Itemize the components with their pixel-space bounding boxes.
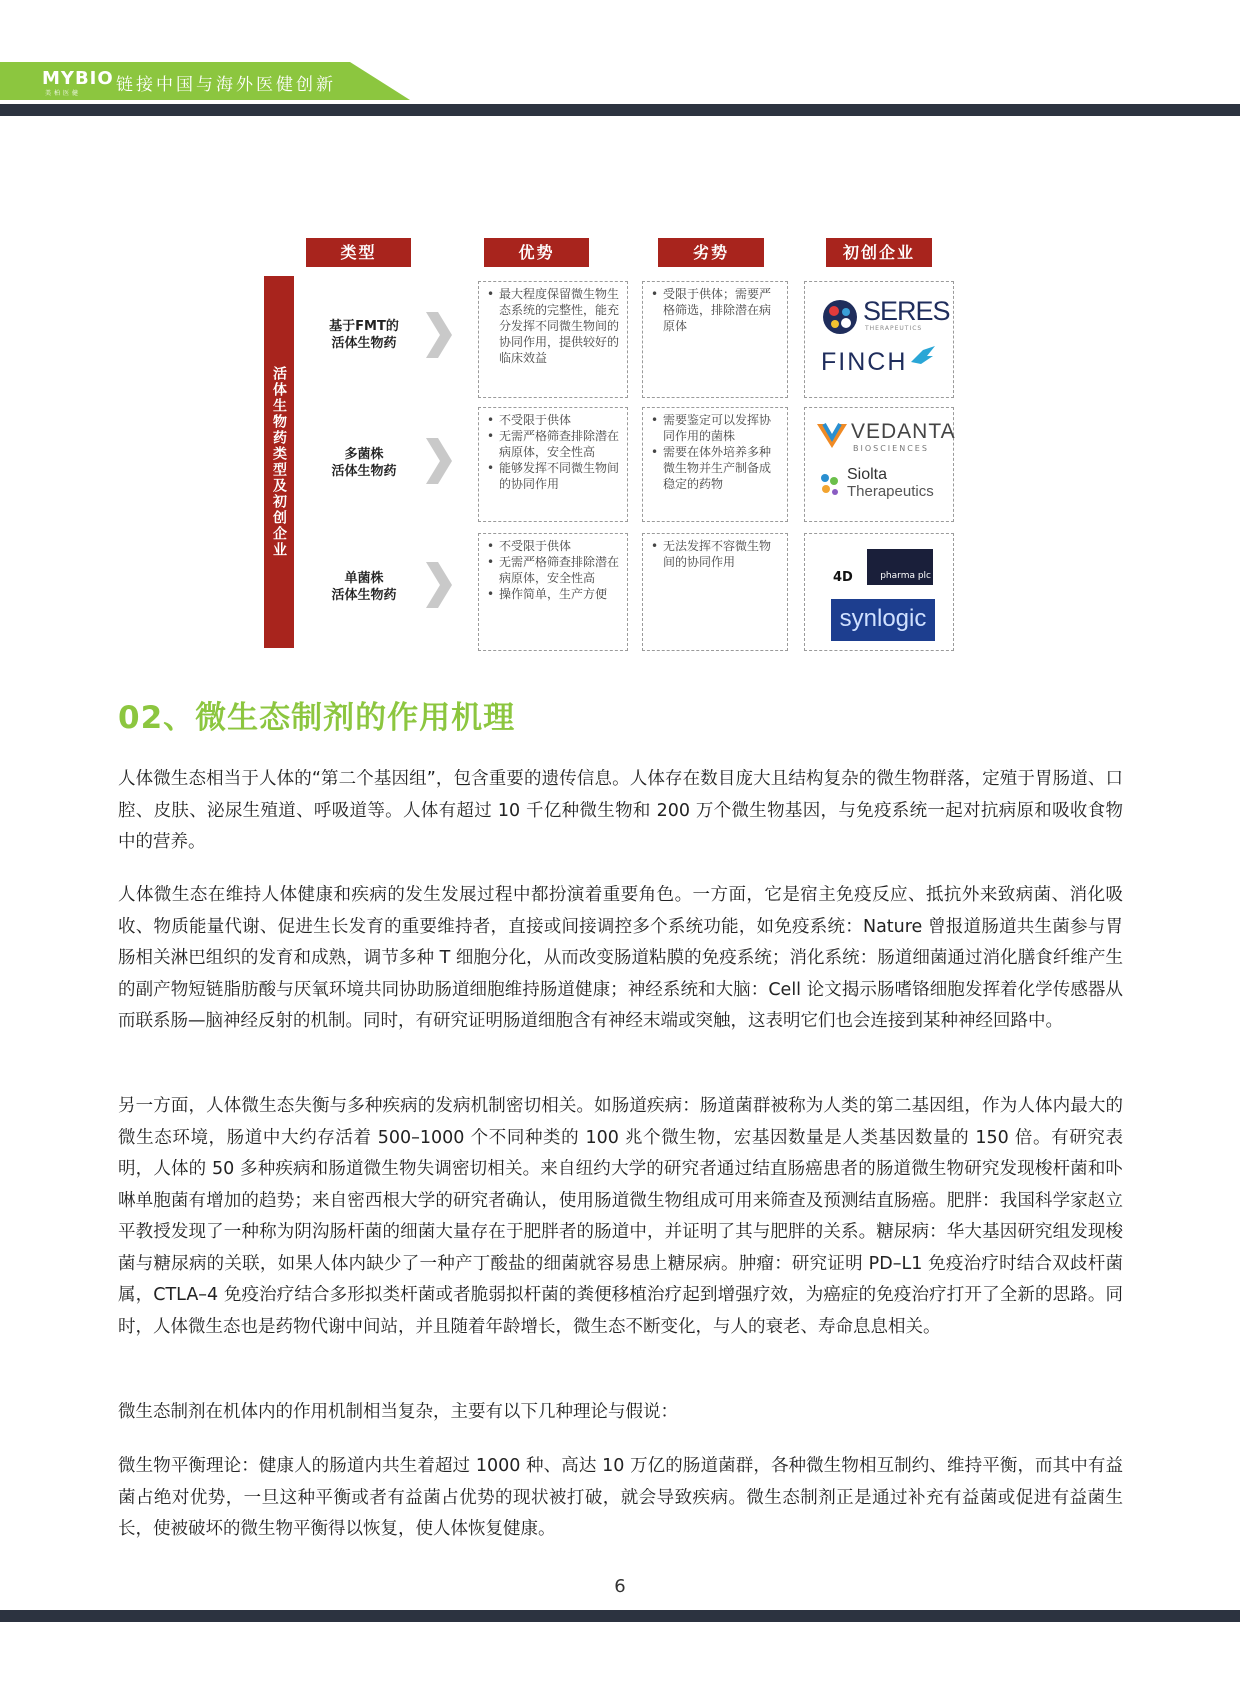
side-label: 活体生物药类型及初创企业 [264, 276, 294, 648]
page-number: 6 [614, 1576, 626, 1597]
disadvantages-cell [642, 407, 788, 522]
list-item: • 需要在体外培养多种微生物并生产制备成稳定的药物 [663, 444, 781, 492]
paragraph: 另一方面，人体微生态失衡与多种疾病的发病机制密切相关。如肠道疾病：肠道菌群被称为人类的第二基因组，作为人体内最大的微生态环境，肠道中大约存活着 500–1000 个不同种类的 100 兆个微生物，宏基因数量是人类基因数量的 150 倍。有研究表明，人体的 50 多种疾病和肠道微生物失调密切相关。来自纽约大学的研究者通过结直肠癌患者的肠道微生物研究发现梭杆菌和卟啉单胞菌有增加的趋势；来自密西根大学的研究者确认，使用肠道微生物组成可用来筛查及预测结直肠癌。肥胖：我国科学家赵立平教授发现了一种称为阴沟肠杆菌的细菌大量存在于肥胖者的肠道中，并证明了其与肥胖的关系。糖尿病：华大基因研究组发现梭菌与糖尿病的关联，如果人体内缺少了一种产丁酸盐的细菌就容易患上糖尿病。肿瘤：研究证明 PD–L1 免疫治疗时结合双歧杆菌属，CTLA–4 免疫治疗结合多形拟类杆菌或者脆弱拟杆菌的粪便移植治疗起到增强疗效，为癌症的免疫治疗打开了全新的思路。同时，人体微生态也是药物代谢中间站，并且随着年龄增长，微生态不断变化，与人的衰老、寿命息息相关。 [118, 1096, 1123, 1337]
synlogic-logo: synlogic [831, 599, 935, 641]
list-item: • 无需严格筛查排除潜在病原体，安全性高 [499, 554, 621, 586]
list-item: • 无法发挥不容微生物间的协同作用 [663, 538, 781, 570]
seres-logo-icon [821, 298, 859, 336]
header-divider [0, 104, 1240, 116]
col-header-startups: 初创企业 [826, 238, 932, 267]
vedanta-logo-sub: BIOSCIENCES [853, 444, 929, 453]
list-item: • 操作简单，生产方便 [499, 586, 621, 602]
vedanta-logo-icon [815, 420, 849, 450]
list-item: • 需要鉴定可以发挥协同作用的菌株 [663, 412, 781, 444]
vedanta-logo: VEDANTA [851, 420, 956, 443]
list-item: • 不受限于供体 [499, 538, 621, 554]
finch-bird-icon [909, 342, 937, 368]
row-type-line: 活体生物药 [331, 464, 397, 479]
chevron-right-icon [424, 560, 454, 610]
row-type-line: 活体生物药 [331, 588, 397, 603]
siolta-logo-sub: Therapeutics [847, 483, 934, 500]
4d-pharma-logo: 4D [833, 570, 853, 585]
footer-divider [0, 1610, 1240, 1622]
row-type-line: 活体生物药 [331, 336, 397, 351]
col-header-type: 类型 [306, 238, 411, 267]
row-type-line: 基于FMT的 [329, 319, 399, 334]
paragraph: 人体微生态在维持人体健康和疾病的发生发展过程中都扮演着重要角色。一方面，它是宿主免疫反应、抵抗外来致病菌、消化吸收、物质能量代谢、促进生长发育的重要维持者，直接或间接调控多个系统功能，如免疫系统：Nature 曾报道肠道共生菌参与胃肠相关淋巴组织的发育和成熟，调节多种 T 细胞分化，从而改变肠道粘膜的免疫系统；消化系统：肠道细菌通过消化膳食纤维产生的副产物短链脂肪酸与厌氧环境共同协助肠道细胞维持肠道健康；神经系统和大脑：Cell 论文揭示肠嗜铬细胞发挥着化学传感器从而联系肠—脑神经反射的机制。同时，有研究证明肠道细胞含有神经末端或突触，这表明它们也会连接到某种神经回路中。 [118, 885, 1123, 1031]
paragraph: 微生态制剂在机体内的作用机制相当复杂，主要有以下几种理论与假说： [118, 1402, 678, 1422]
disadvantages-cell [642, 281, 788, 398]
chevron-right-icon [424, 310, 454, 360]
advantages-cell [478, 281, 628, 398]
logo-subtitle: 美柏医健 [45, 90, 82, 97]
row-type-multi-strain [318, 446, 410, 480]
startups-cell [804, 533, 954, 651]
row-type-fmt [318, 318, 410, 352]
startups-cell [804, 407, 954, 522]
row-type-line: 多菌株 [344, 447, 384, 462]
paragraph: 人体微生态相当于人体的“第二个基因组”，包含重要的遗传信息。人体存在数目庞大且结构复杂的微生物群落，定殖于胃肠道、口腔、皮肤、泌尿生殖道、呼吸道等。人体有超过 10 千亿种微生物和 200 万个微生物基因，与免疫系统一起对抗病原和吸收食物中的营养。 [118, 769, 1123, 852]
advantages-cell [478, 407, 628, 522]
4d-pharma-logo-box: pharma plc [867, 549, 933, 585]
row-type-single-strain [318, 570, 410, 604]
section-title: 02、微生态制剂的作用机理 [118, 700, 516, 736]
col-header-disadvantages: 劣势 [658, 238, 764, 267]
list-item: • 受限于供体；需要严格筛选，排除潜在病原体 [663, 286, 781, 334]
col-header-advantages: 优势 [484, 238, 589, 267]
list-item: • 最大程度保留微生物生态系统的完整性，能充分发挥不同微生物间的协同作用，提供较好的临床效益 [499, 286, 621, 366]
advantages-cell [478, 533, 628, 651]
list-item: • 不受限于供体 [499, 412, 621, 428]
siolta-logo-icon [817, 470, 843, 498]
logo: MYBIO [42, 68, 114, 89]
header-slogan: 链接中国与海外医健创新 [116, 75, 336, 95]
list-item: • 无需严格筛查排除潜在病原体，安全性高 [499, 428, 621, 460]
list-item: • 能够发挥不同微生物间的协同作用 [499, 460, 621, 492]
seres-logo: SERES [863, 296, 950, 326]
paragraph: 微生物平衡理论：健康人的肠道内共生着超过 1000 种、高达 10 万亿的肠道菌群，各种微生物相互制约、维持平衡，而其中有益菌占绝对优势，一旦这种平衡或者有益菌占优势的现状被打破，就会导致疾病。微生态制剂正是通过补充有益菌或促进有益菌生长，使被破坏的微生物平衡得以恢复，使人体恢复健康。 [118, 1456, 1123, 1539]
disadvantages-cell [642, 533, 788, 651]
seres-logo-sub: THERAPEUTICS [865, 325, 923, 332]
siolta-logo: Siolta [847, 466, 888, 483]
finch-logo: FINCH [821, 348, 908, 376]
startups-cell [804, 281, 954, 398]
row-type-line: 单菌株 [344, 571, 384, 586]
chevron-right-icon [424, 436, 454, 486]
